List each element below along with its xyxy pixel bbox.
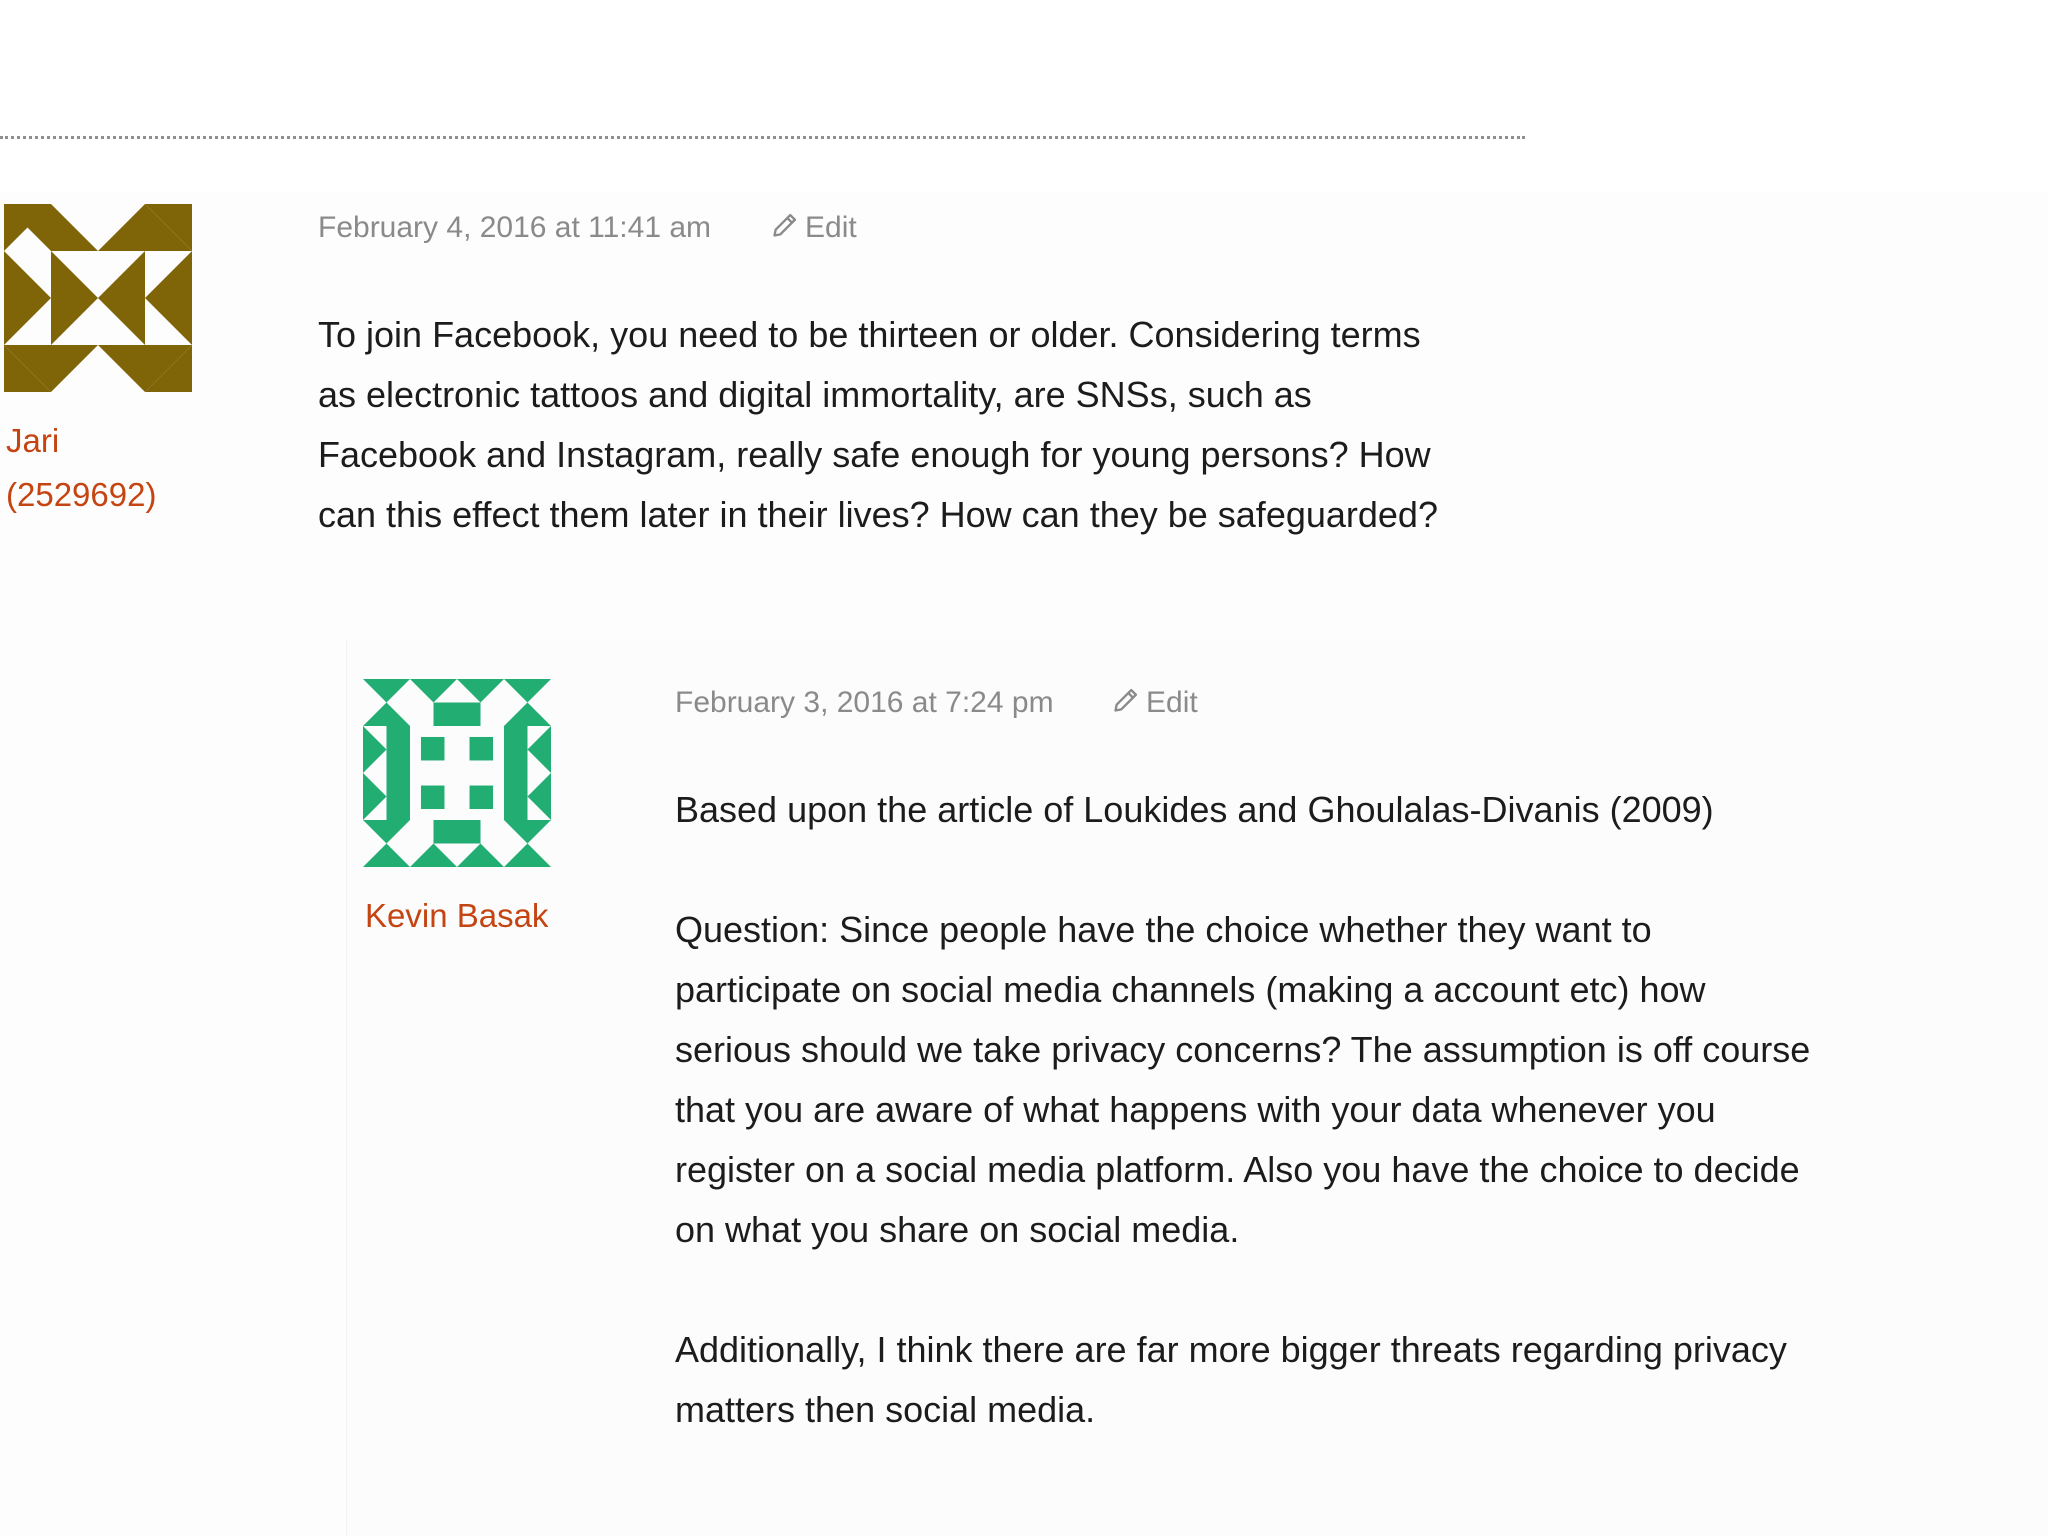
edit-label: Edit xyxy=(805,211,857,244)
comment-permalink[interactable]: February 3, 2016 at 7:24 pm xyxy=(675,686,1054,719)
avatar[interactable] xyxy=(4,204,192,392)
comment-permalink[interactable]: February 4, 2016 at 11:41 am xyxy=(318,211,712,244)
edit-label: Edit xyxy=(1146,686,1198,719)
comment-paragraph: Question: Since people have the choice whether they want to participate on social media channels (making a account etc) how serious should we take privacy concerns? The assumption is off course that you are aware of what happens with your data whenever you register on a social media platform. Also you have the choice to decide on what you share on social media. xyxy=(675,909,1811,1250)
author-name: Jari xyxy=(6,422,60,459)
comment-paragraph: Additionally, I think there are far more bigger threats regarding privacy matters then social media. xyxy=(675,1329,1787,1430)
edit-link[interactable] xyxy=(771,208,857,248)
author-id: (2529692) xyxy=(6,476,157,513)
comment-body xyxy=(675,780,1810,1440)
comment-author-link[interactable] xyxy=(6,414,156,522)
comment-meta xyxy=(675,683,1198,723)
pencil-icon xyxy=(771,211,799,239)
comment-body xyxy=(318,305,1438,545)
pencil-icon xyxy=(1112,686,1140,714)
avatar[interactable] xyxy=(363,679,551,867)
comment-paragraph: To join Facebook, you need to be thirteen or older. Considering terms as electronic tattoos and digital immortality, are SNSs, such as Facebook and Instagram, really safe enough for young persons? How can this effect them later in their lives? How can they be safeguarded? xyxy=(318,314,1438,535)
comment-paragraph: Based upon the article of Loukides and Ghoulalas-Divanis (2009) xyxy=(675,789,1714,830)
edit-link[interactable] xyxy=(1112,683,1198,723)
section-divider xyxy=(0,136,1525,139)
comment-meta xyxy=(318,208,857,248)
comment-author-link[interactable]: Kevin Basak xyxy=(365,897,549,934)
